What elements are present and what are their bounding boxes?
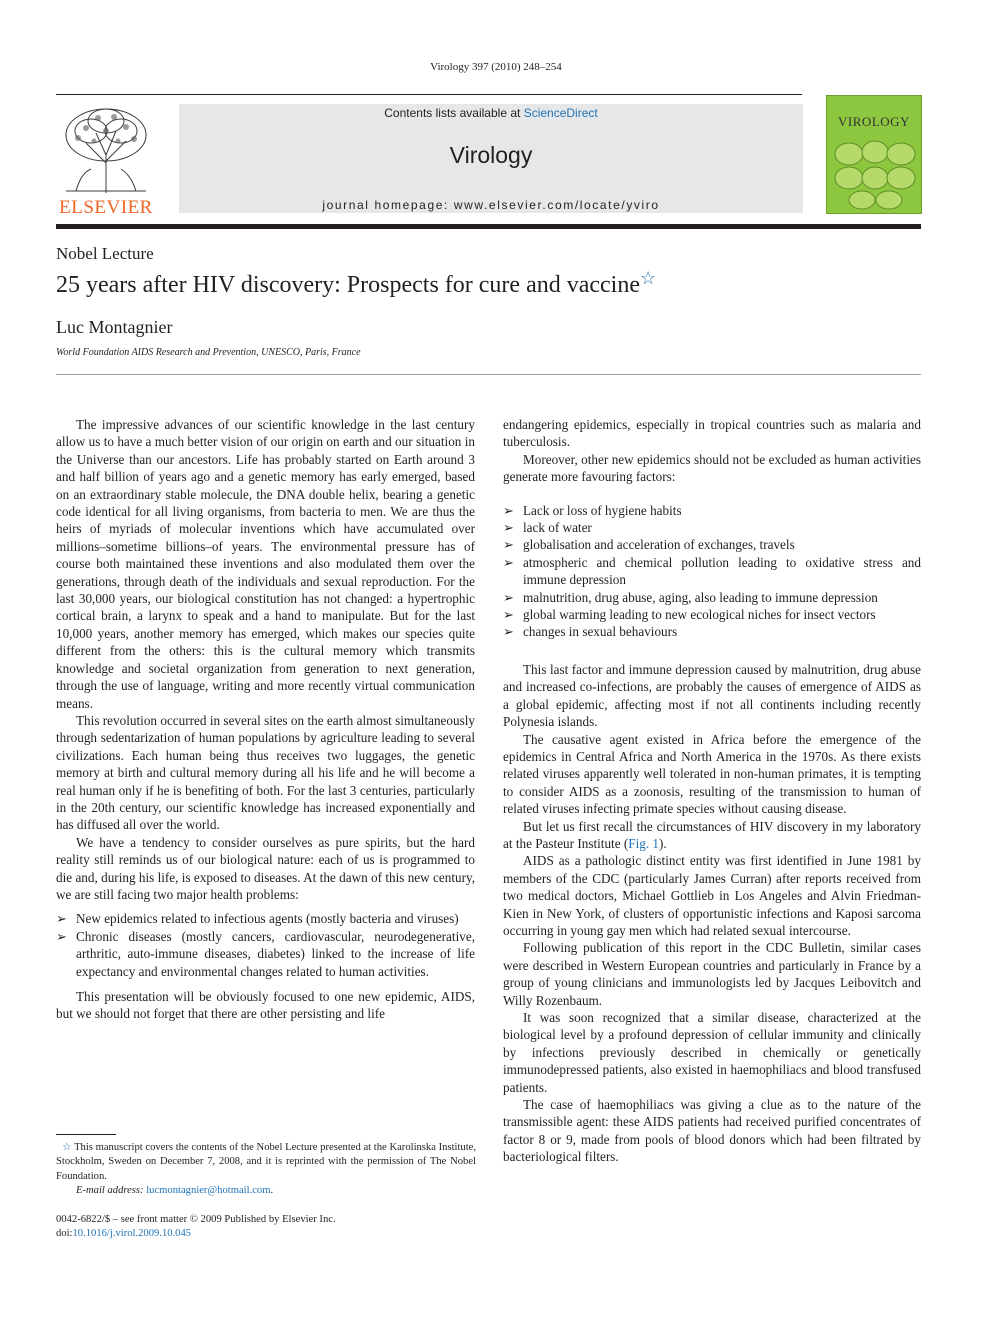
list-item-text: changes in sexual behaviours: [523, 624, 678, 640]
journal-name: Virology: [449, 142, 533, 168]
issn-line: 0042-6822/$ – see front matter © 2009 Published by Elsevier Inc.: [56, 1214, 336, 1225]
bullet-arrow-icon: ➢: [503, 554, 515, 570]
journal-banner: [179, 104, 803, 213]
header-rule: [56, 94, 802, 95]
front-matter: [56, 1213, 336, 1242]
health-problems-list: [56, 910, 475, 980]
sciencedirect-link[interactable]: ScienceDirect: [523, 106, 598, 120]
paragraph-text: ).: [659, 835, 667, 851]
article-section: Nobel Lecture: [56, 244, 154, 263]
paragraph: Following publication of this report in the CDC Bulletin, similar cases were described in Western European countries and particularly in France by a group of young clinicians and immunologists led by Jacques Leibovitch and Willy Rozenbaum.: [503, 940, 921, 1008]
footnote-text: [56, 1141, 476, 1184]
paragraph: This presentation will be obviously focused to one new epidemic, AIDS, but we should not forget that there are other persisting and life: [56, 989, 475, 1022]
list-item: [503, 623, 921, 640]
email-end: .: [270, 1184, 274, 1196]
list-item: [503, 502, 921, 519]
cover-leaves-icon: [827, 138, 922, 214]
list-item: [56, 910, 475, 927]
elsevier-tree-icon: [56, 103, 156, 195]
list-item-text: atmospheric and chemical pollution leading to oxidative stress and immune depression: [523, 554, 921, 588]
article-title-text: 25 years after HIV discovery: Prospects for cure and vaccine: [56, 272, 640, 298]
doi-link[interactable]: 10.1016/j.virol.2009.10.045: [72, 1228, 192, 1240]
bullet-arrow-icon: ➢: [503, 607, 515, 623]
journal-cover: [826, 95, 922, 214]
footnote-email-line: [56, 1184, 476, 1198]
left-column: [56, 416, 475, 1023]
list-item-text: lack of water: [523, 520, 592, 536]
bullet-arrow-icon: ➢: [56, 911, 68, 927]
contents-line: [179, 106, 803, 120]
list-item: [503, 536, 921, 553]
article-title: [56, 268, 657, 299]
elsevier-logo: [56, 103, 156, 218]
figure-1-link[interactable]: Fig. 1: [628, 835, 660, 851]
list-item: [503, 554, 921, 589]
journal-citation: Virology 397 (2010) 248–254: [430, 61, 562, 73]
paragraph: The causative agent existed in Africa before the emergence of the epidemics in Central Africa and North America in the 1970s. As there exists related viruses apparently well tolerated in non-human primates, it is tempting to consider AIDS as a zoonosis, resulting of the transmission to human of related viruses infecting primate species without causing disease.: [503, 731, 921, 817]
footnote-rule: [56, 1134, 116, 1135]
doi-prefix: doi:: [56, 1228, 73, 1240]
list-item-text: malnutrition, drug abuse, aging, also leading to immune depression: [523, 589, 878, 605]
header-thick-rule: [56, 224, 921, 229]
paragraph: The impressive advances of our scientific knowledge in the last century allow us to have a much better vision of our origin on earth and our situation in the Universe than our ancestors. Life has probably started on Earth around 3 and half billion of years ago and a genetic memory has early emerged, based on an extraordinary stable molecule, the DNA double helix, bearing a genetic code identical for all living organisms, from bacteria to men. We are thus the heirs of myriads of molecular inventions which have accumulated over millions–sometime billions–of years. The environmental pressure has of course both maintained these inventions and also modulated them over the generations, through death of the individuals and sexual reproduction. For the last 30,000 years, our biological constitution has not changed: a hypertrophic cortical brain, a larynx to speak and a hand to manipulate. But for the last 10,000 years, another memory has emerged, which makes our species quite different from the others: this is the cultural memory which transmits knowledge and societal organization from generation to next generation, through the use of language, writing and more recently virtual communication means.: [56, 417, 475, 711]
paragraph: endangering epidemics, especially in tropical countries such as malaria and tuberculosis.: [503, 417, 921, 450]
paragraph-text: But let us first recall the circumstances of HIV discovery in my laboratory at the Pasteur Institute (: [503, 818, 921, 851]
title-footnote-mark[interactable]: ☆: [640, 268, 657, 288]
email-link[interactable]: lucmontagnier@hotmail.com: [146, 1184, 271, 1196]
paragraph: [503, 818, 921, 853]
paragraph: This last factor and immune depression caused by malnutrition, drug abuse and increased co-infections, are probably the causes of emergence of AIDS as a global epidemic, affecting most if not all continents including recently Polynesia islands.: [503, 661, 921, 730]
list-item: [503, 606, 921, 623]
paragraph: The case of haemophiliacs was giving a clue as to the nature of the transmissible agent: these AIDS patients had received purified concentrates of factor 8 or 9, made from pools of blood donors which had been filtrated by bacteriological filters.: [503, 1097, 921, 1165]
publisher-logo-text: ELSEVIER: [59, 197, 153, 218]
list-item: [503, 589, 921, 606]
journal-homepage[interactable]: journal homepage: www.elsevier.com/locate/yviro: [322, 198, 660, 212]
right-column: [503, 416, 921, 1166]
paragraph: This revolution occurred in several sites on the earth almost simultaneously through sedentarization of human populations by agriculture leading to several civilizations. Each human being thus receives two luggages, the genetic memory at birth and cultural memory during all his life and he will become a real human only if he is benefiting of both. For the last 3 centuries, particularly in the 20th century, our scientific knowledge has increased exponentially and has diffused all over the world.: [56, 712, 475, 833]
bullet-arrow-icon: ➢: [503, 589, 515, 605]
contents-prefix: Contents lists available at: [384, 106, 521, 120]
list-item-text: New epidemics related to infectious agents (mostly bacteria and viruses): [76, 911, 459, 927]
list-item-text: Lack or loss of hygiene habits: [523, 502, 682, 518]
paragraph: It was soon recognized that a similar disease, characterized at the biological level by a profound depression of cellular immunity and clinically by infections previously described in chemically or genetically immunodepressed patients, also existed in haemophiliacs and blood transfused patients.: [503, 1010, 921, 1095]
footnote-mark: ☆: [62, 1142, 72, 1153]
bullet-arrow-icon: ➢: [503, 520, 515, 536]
article-author: Luc Montagnier: [56, 317, 173, 337]
doi-line: [56, 1227, 336, 1241]
bullet-arrow-icon: ➢: [503, 537, 515, 553]
bullet-arrow-icon: ➢: [56, 928, 68, 944]
list-item-text: globalisation and acceleration of exchanges, travels: [523, 537, 795, 553]
footnote-body: This manuscript covers the contents of the Nobel Lecture presented at the Karolinska Institute, Stockholm, Sweden on December 7, 2008, and it is reprinted with the permission of The Nobel Foundation.: [56, 1142, 477, 1182]
author-affiliation: World Foundation AIDS Research and Prevention, UNESCO, Paris, France: [56, 347, 361, 358]
bullet-arrow-icon: ➢: [503, 502, 515, 518]
paragraph: AIDS as a pathologic distinct entity was first identified in June 1981 by members of the CDC (particularly James Curran) after reports received from two medical doctors, Michael Gottlieb in Los Angeles and Alvin Friedman-Kien in New York, of clusters of opportunistic infections and Kaposi sarcoma occurring in young gay men which had related sexual intercourse.: [503, 853, 921, 938]
email-label: E-mail address:: [76, 1184, 144, 1196]
bullet-arrow-icon: ➢: [503, 624, 515, 640]
favouring-factors-list: [503, 502, 921, 641]
paragraph: We have a tendency to consider ourselves as pure spirits, but the hard reality still reminds us of our biological nature: each of us is programmed to die and, during his life, is exposed to diseases. At the dawn of this new century, we are still facing two major health problems:: [56, 834, 475, 902]
paragraph: Moreover, other new epidemics should not be excluded as human activities generate more favouring factors:: [503, 451, 921, 485]
list-item-text: Chronic diseases (mostly cancers, cardiovascular, neurodegenerative, arthritic, auto-immune diseases, diabetes) linked to the increase of life expectancy and environmental changes related to human activities.: [76, 928, 475, 979]
cover-title: VIROLOGY: [838, 114, 910, 129]
footnote: [56, 1141, 476, 1198]
list-item-text: global warming leading to new ecological niches for insect vectors: [523, 607, 876, 623]
list-item: [503, 519, 921, 536]
list-item: [56, 928, 475, 980]
title-rule: [56, 374, 921, 375]
